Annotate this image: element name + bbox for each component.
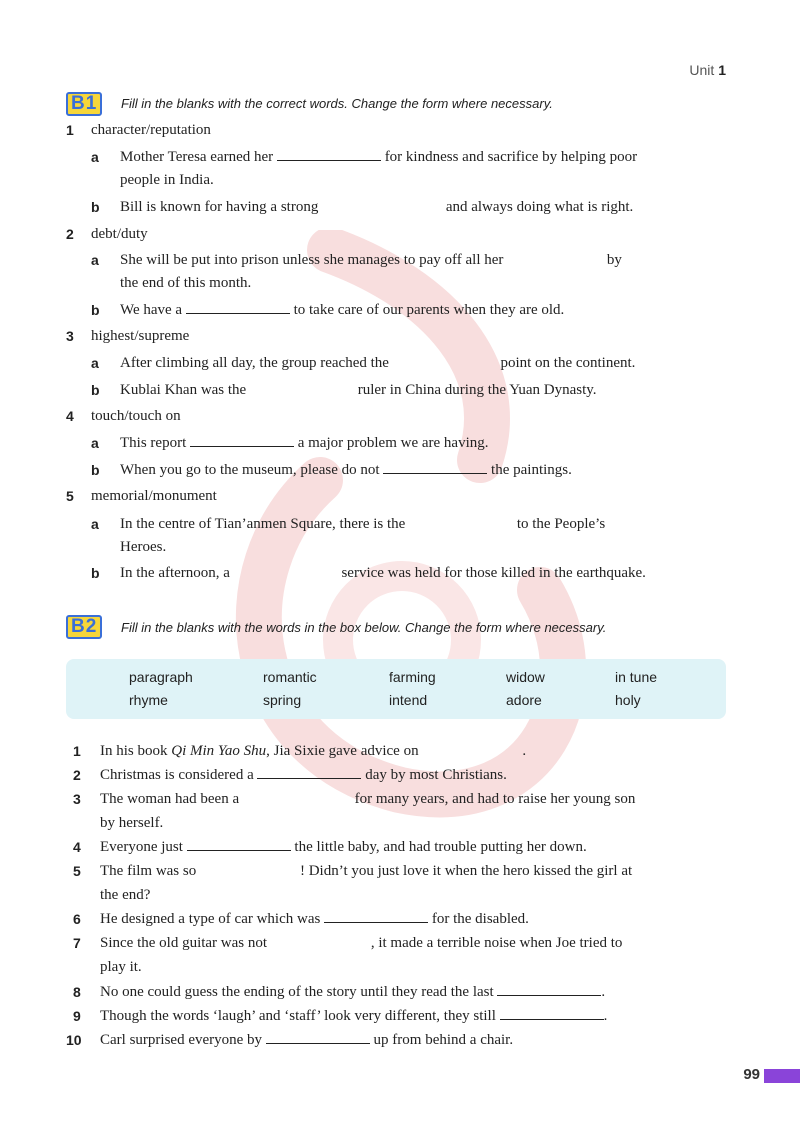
watermark-logo-graphic (180, 230, 620, 970)
sentence-text: day by most Christians. (365, 767, 507, 783)
b2-sentence-continued: by herself. (100, 815, 164, 831)
b2-sentence (100, 837, 587, 857)
answer-gap[interactable] (507, 251, 603, 264)
answer-blank[interactable] (257, 765, 361, 779)
b2-sentence (100, 1006, 607, 1026)
b2-sentence-continued: play it. (100, 959, 142, 975)
sentence-text: In the afternoon, a (120, 565, 230, 581)
sentence-text: Since the old guitar was not (100, 935, 268, 951)
b2-sentence (100, 933, 622, 953)
sentence-text: service was held for those killed in the earthquake. (341, 565, 646, 581)
b1-sub-label: a (91, 435, 99, 451)
sentence-text: Mother Teresa earned her (120, 149, 274, 165)
sentence-text: Christmas is considered a (100, 767, 254, 783)
sentence-text: After climbing all day, the group reached the (120, 355, 389, 371)
b1-sub-label: b (91, 302, 100, 318)
sentence-text: and always doing what is right. (445, 199, 634, 215)
word-box-item: in tune (615, 669, 658, 685)
b1-sentence (120, 353, 635, 373)
b1-sentence-continued: Heroes. (120, 539, 167, 555)
b2-item-number: 1 (73, 743, 81, 759)
b1-instruction: Fill in the blanks with the correct words. Change the form where necessary. (121, 96, 553, 111)
b1-sentence-continued: the end of this month. (120, 275, 252, 291)
sentence-text: Everyone just (100, 839, 183, 855)
b2-sentence (100, 765, 507, 785)
b1-sentence (120, 514, 605, 534)
b2-item-number: 7 (73, 935, 81, 951)
word-box-item: holy (615, 692, 641, 708)
b2-sentence (100, 909, 529, 929)
b2-sentence (100, 741, 526, 761)
sentence-text: the paintings. (491, 462, 572, 478)
sentence-text: In his book (100, 743, 172, 759)
b1-sentence (120, 250, 622, 270)
word-box-item: intend (389, 692, 428, 708)
answer-gap[interactable] (322, 198, 442, 211)
b2-item-number: 6 (73, 911, 81, 927)
b1-sub-label: b (91, 565, 100, 581)
sentence-text: . (603, 1008, 608, 1024)
b1-sentence-continued: people in India. (120, 172, 214, 188)
answer-blank[interactable] (187, 837, 291, 851)
sentence-text: Carl surprised everyone by (100, 1032, 263, 1048)
b2-item-number: 8 (73, 984, 81, 1000)
sentence-text: for kindness and sacrifice by helping poor (384, 149, 638, 165)
answer-blank[interactable] (277, 147, 381, 161)
b1-word-pair: touch/touch on (91, 408, 181, 424)
b1-sentence (120, 300, 564, 320)
sentence-text: She will be put into prison unless she manages to pay off all her (120, 252, 504, 268)
b2-sentence (100, 1030, 513, 1050)
word-box-item: romantic (263, 669, 317, 685)
sentence-text: ruler in China during the Yuan Dynasty. (357, 382, 597, 398)
sentence-text: The woman had been a (100, 791, 240, 807)
answer-gap[interactable] (393, 354, 497, 367)
b1-sub-label: b (91, 462, 100, 478)
b1-sub-label: a (91, 149, 99, 165)
answer-gap[interactable] (271, 934, 371, 947)
unit-number: 1 (718, 62, 726, 78)
b1-item-number: 5 (66, 488, 74, 504)
b2-item-number: 4 (73, 839, 81, 855)
word-box-item: rhyme (129, 692, 168, 708)
b2-item-number: 2 (73, 767, 81, 783)
b2-item-number: 9 (73, 1008, 81, 1024)
sentence-text: When you go to the museum, please do not (120, 462, 380, 478)
b1-sub-label: a (91, 252, 99, 268)
unit-text: Unit (689, 62, 715, 78)
answer-gap[interactable] (250, 381, 354, 394)
answer-blank[interactable] (324, 909, 428, 923)
sentence-text: , it made a terrible noise when Joe tried to (370, 935, 623, 951)
sentence-text: This report (120, 435, 187, 451)
answer-gap[interactable] (422, 742, 522, 755)
answer-blank[interactable] (500, 1006, 604, 1020)
sentence-text: Kublai Khan was the (120, 382, 247, 398)
sentence-text: point on the continent. (500, 355, 636, 371)
b2-item-number: 10 (66, 1032, 82, 1048)
sentence-text: a major problem we are having. (297, 435, 489, 451)
word-box-item: adore (506, 692, 542, 708)
sentence-text: Bill is known for having a strong (120, 199, 319, 215)
b1-sub-label: b (91, 199, 100, 215)
b1-sentence (120, 380, 597, 400)
answer-blank[interactable] (186, 300, 290, 314)
sentence-text: for the disabled. (431, 911, 529, 927)
answer-blank[interactable] (497, 982, 601, 996)
word-box-item: widow (506, 669, 545, 685)
book-title: Qi Min Yao Shu (171, 743, 267, 759)
sentence-text: up from behind a chair. (373, 1032, 514, 1048)
sentence-text: The film was so (100, 863, 197, 879)
b2-sentence (100, 982, 605, 1002)
b1-word-pair: memorial/monument (91, 488, 217, 504)
b1-word-pair: character/reputation (91, 122, 211, 138)
answer-gap[interactable] (234, 564, 338, 577)
b2-instruction: Fill in the blanks with the words in the box below. Change the form where necessary. (121, 620, 607, 635)
page-number: 99 (743, 1066, 760, 1083)
b1-item-number: 2 (66, 226, 74, 242)
section-badge-b1: B1 (66, 92, 102, 116)
section-badge-b2: B2 (66, 615, 102, 639)
sentence-text: ! Didn’t you just love it when the hero kissed the girl at (299, 863, 633, 879)
b2-item-number: 5 (73, 863, 81, 879)
b1-sentence (120, 460, 572, 480)
sentence-text: to the People’s (516, 516, 606, 532)
unit-label (689, 62, 726, 78)
b1-sentence (120, 147, 637, 167)
sentence-text: Though the words ‘laugh’ and ‘staff’ look very different, they still (100, 1008, 496, 1024)
answer-gap[interactable] (200, 862, 300, 875)
b2-item-number: 3 (73, 791, 81, 807)
sentence-text: the little baby, and had trouble putting her down. (294, 839, 587, 855)
b1-sentence (120, 197, 633, 217)
answer-blank[interactable] (190, 433, 294, 447)
word-box (66, 659, 726, 719)
answer-gap[interactable] (409, 515, 513, 528)
sentence-text: for many years, and had to raise her young son (354, 791, 636, 807)
word-box-item: farming (389, 669, 436, 685)
sentence-text: by (606, 252, 622, 268)
b1-word-pair: highest/supreme (91, 328, 190, 344)
sentence-text: We have a (120, 302, 183, 318)
b1-item-number: 3 (66, 328, 74, 344)
sentence-text: He designed a type of car which was (100, 911, 321, 927)
b1-sub-label: a (91, 516, 99, 532)
answer-blank[interactable] (266, 1030, 370, 1044)
b2-sentence (100, 861, 632, 881)
answer-blank[interactable] (383, 460, 487, 474)
b1-word-pair: debt/duty (91, 226, 148, 242)
word-box-item: paragraph (129, 669, 193, 685)
b1-sub-label: b (91, 382, 100, 398)
sentence-text: , Jia Sixie gave advice on (266, 743, 419, 759)
answer-gap[interactable] (243, 790, 351, 803)
sentence-text: No one could guess the ending of the story until they read the last (100, 984, 494, 1000)
word-box-item: spring (263, 692, 302, 708)
b1-sentence (120, 433, 489, 453)
sentence-text: to take care of our parents when they are old. (293, 302, 565, 318)
b1-item-number: 4 (66, 408, 74, 424)
b1-sentence (120, 563, 646, 583)
sentence-text: . (601, 984, 606, 1000)
b2-sentence (100, 789, 635, 809)
page-number-bar (764, 1069, 800, 1083)
sentence-text: . (522, 743, 527, 759)
sentence-text: In the centre of Tian’anmen Square, there is the (120, 516, 406, 532)
b2-sentence-continued: the end? (100, 887, 151, 903)
b1-sub-label: a (91, 355, 99, 371)
b1-item-number: 1 (66, 122, 74, 138)
